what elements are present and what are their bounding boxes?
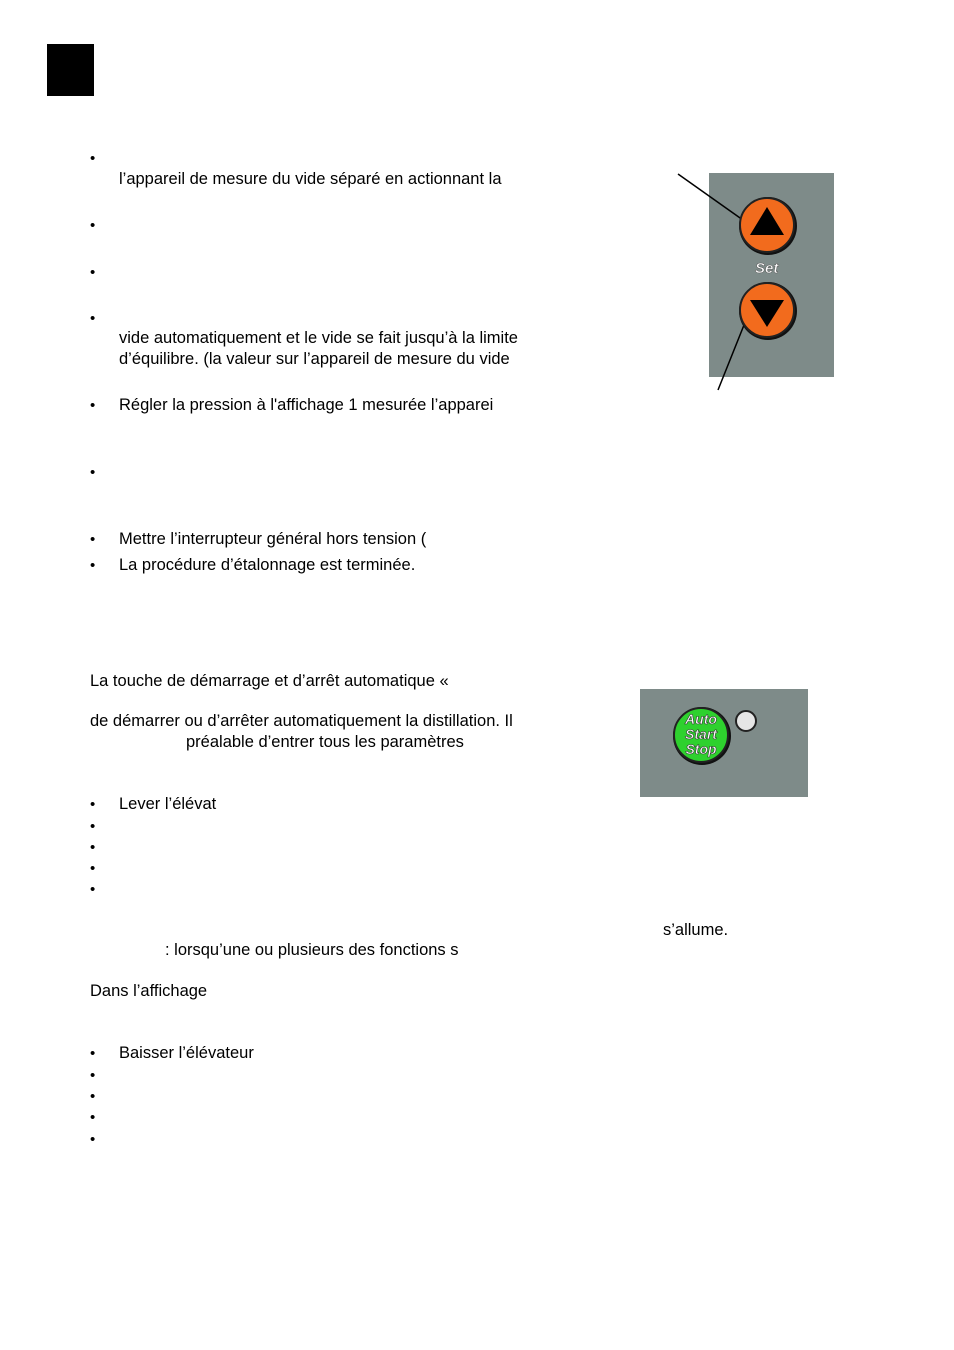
chapter-marker (47, 44, 94, 96)
bullet: • (90, 310, 96, 327)
bullet: • (90, 818, 96, 835)
bullet: • (90, 217, 96, 234)
set-keypad-graphic (670, 165, 850, 395)
bullet: • (90, 839, 96, 856)
stop-label: Stop (685, 741, 717, 757)
bullet: • (90, 1131, 96, 1148)
auto-start-stop-button[interactable] (673, 707, 731, 765)
stop-step-1-text: Baisser l’élévateur (119, 1044, 254, 1062)
calib-step-7-text: Mettre l’interrupteur général hors tension ( (119, 530, 427, 548)
status-led-icon (736, 711, 756, 731)
auto-intro-line2: de démarrer ou d’arrêter automatiquement la distillation. Il (90, 712, 513, 730)
bullet: • (90, 264, 96, 281)
bullet: • (90, 150, 96, 167)
down-button[interactable] (739, 282, 797, 340)
auto-label: Auto (685, 711, 717, 727)
start-label: Start (685, 726, 717, 742)
bullet: • (90, 1045, 96, 1062)
auto-intro-line1: La touche de démarrage et d’arrêt automatique « (90, 672, 449, 690)
display-text: Dans l’affichage (90, 982, 208, 1000)
bullet: • (90, 1088, 96, 1105)
lights-text: s’allume. (663, 921, 729, 939)
pointer-line-up (678, 174, 750, 225)
calib-step-1-text: l’appareil de mesure du vide séparé en actionnant la (119, 170, 502, 188)
up-button[interactable] (739, 197, 797, 255)
bullet: • (90, 557, 96, 574)
bullet: • (90, 531, 96, 548)
set-label: Set (755, 260, 779, 277)
bullet: • (90, 881, 96, 898)
bullet: • (90, 860, 96, 877)
auto-start-stop-graphic (640, 689, 808, 797)
calib-step-8-text: La procédure d’étalonnage est terminée. (119, 556, 416, 574)
calib-step-5-text: Régler la pression à l'affichage 1 mesurée l’apparei (119, 396, 494, 414)
calib-step-4-line2: vide automatiquement et le vide se fait jusqu’à la limite (119, 329, 518, 347)
bullet: • (90, 796, 96, 813)
note-text: : lorsqu’une ou plusieurs des fonctions s (165, 941, 459, 959)
bullet: • (90, 397, 96, 414)
bullet: • (90, 1109, 96, 1126)
auto-intro-line3: préalable d’entrer tous les paramètres (186, 733, 464, 751)
bullet: • (90, 1067, 96, 1084)
calib-step-4-line3: d’équilibre. (la valeur sur l’appareil de mesure du vide (119, 350, 510, 368)
start-step-1-text: Lever l’élévat (119, 795, 217, 813)
bullet: • (90, 464, 96, 481)
